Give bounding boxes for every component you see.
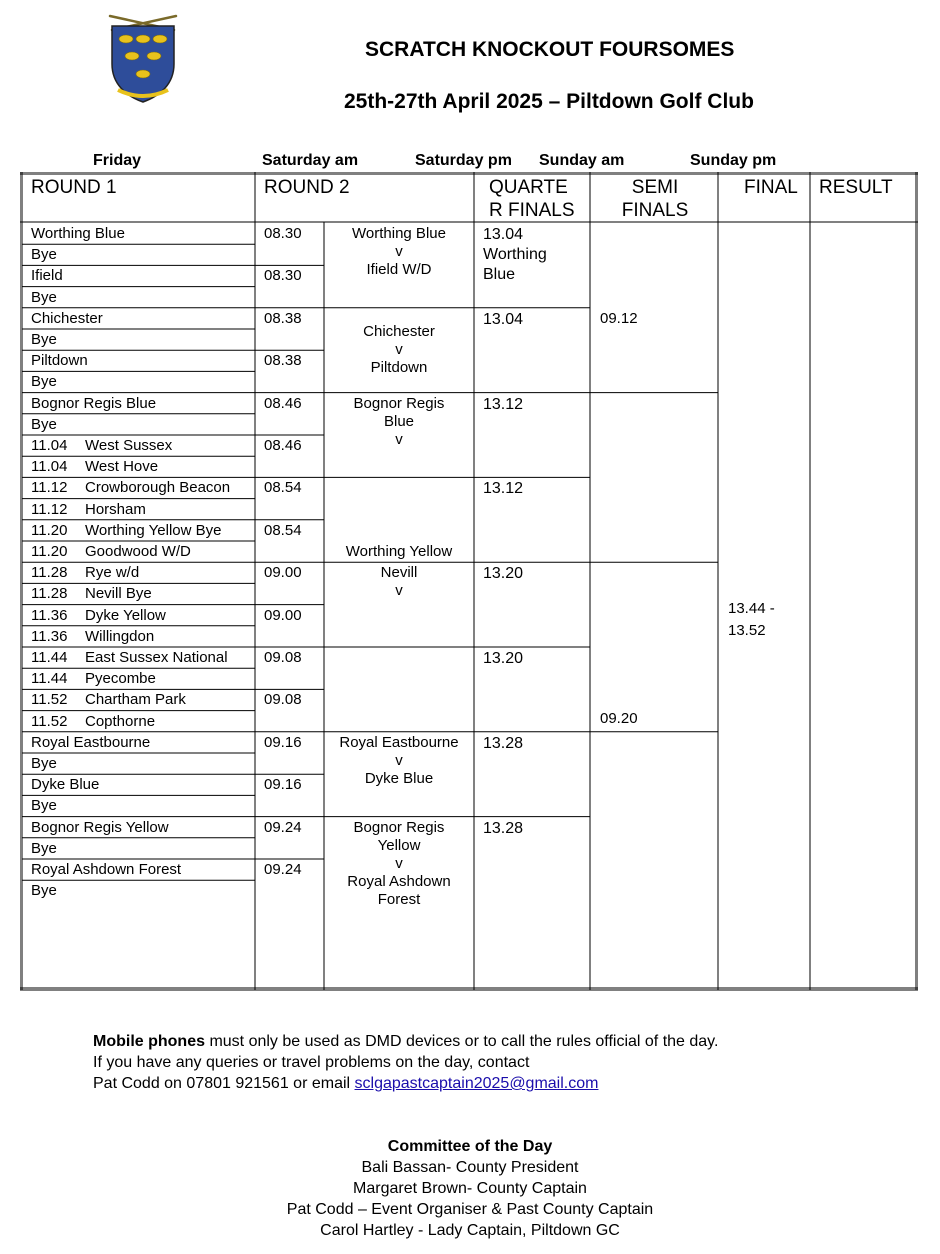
column-header-quarter-finals: QUARTE R FINALS: [489, 177, 575, 221]
round2-time: 08.38: [264, 352, 302, 370]
column-header-round2: ROUND 2: [264, 177, 350, 198]
round1-team: Bye: [31, 331, 57, 348]
round1-team: Willingdon: [85, 627, 155, 645]
round2-match-line: Piltdown: [370, 358, 428, 376]
round2-time: 09.24: [264, 861, 302, 878]
round2-match-line: Nevill: [380, 564, 418, 582]
column-header-result: RESULT: [819, 177, 893, 198]
round1-team: Bye: [31, 373, 57, 391]
round1-team: Nevill Bye: [85, 585, 152, 603]
semi-final-time: 09.12: [600, 310, 638, 327]
quarter-final-slot: [483, 395, 583, 415]
round2-time: 09.08: [264, 649, 302, 666]
round1-team: Bognor Regis Yellow: [31, 818, 169, 836]
mobile-phones-notice: Mobile phones must only be used as DMD devices or to call the rules official of the day.: [93, 1033, 719, 1050]
round2-match-line: Yellow: [377, 836, 421, 854]
round1-time: 11.52: [31, 712, 68, 730]
round1-time: 11.44: [31, 670, 68, 688]
round1-team: Goodwood W/D: [85, 543, 191, 560]
column-header-semi-finals: SEMI FINALS: [621, 177, 689, 221]
quarter-final-line: 13.28: [483, 819, 524, 837]
day-label-saturday-pm: Saturday pm: [415, 152, 512, 169]
round1-team: Rye w/d: [85, 564, 140, 582]
round2-match-line: Blue: [383, 412, 415, 430]
round1-team: Bye: [31, 755, 57, 772]
round1-team: Piltdown: [31, 352, 88, 370]
round2-time: 08.38: [264, 309, 302, 327]
quarter-final-line: 13.20: [483, 650, 524, 667]
round1-time: 11.28: [31, 564, 68, 582]
round2-match-line: Bognor Regis: [353, 818, 445, 836]
round2-match: [324, 323, 474, 377]
round2-match: [324, 564, 474, 600]
round1-time: 11.12: [31, 479, 68, 497]
round2-match-line: v: [395, 243, 403, 260]
email-link[interactable]: sclgapastcaptain2025@gmail.com: [354, 1075, 599, 1092]
final-time: 13.44 - 13.52: [728, 600, 775, 639]
round2-match-line: Royal Ashdown: [347, 872, 451, 890]
round2-match-line: Royal Eastbourne: [339, 733, 459, 751]
column-header-round1: ROUND 1: [31, 177, 117, 198]
round1-team: Bye: [31, 415, 57, 433]
quarter-final-line: 13.12: [483, 480, 524, 498]
round2-match: [324, 395, 474, 449]
quarter-final-line: 13.20: [483, 565, 524, 583]
committee-member: Bali Bassan- County President: [361, 1159, 579, 1176]
round2-time: 08.46: [264, 394, 302, 412]
round1-time: 11.04: [31, 437, 68, 454]
round1-team: Bye: [31, 797, 57, 815]
round2-time: 09.16: [264, 776, 302, 794]
day-label-saturday-am: Saturday am: [262, 152, 359, 169]
quarter-final-slot: [483, 649, 583, 669]
committee-heading: Committee of the Day: [387, 1138, 553, 1155]
round2-time: 08.30: [264, 267, 302, 285]
round1-team: Ifield: [31, 267, 63, 285]
committee-member: Carol Hartley - Lady Captain, Piltdown GC: [320, 1222, 620, 1239]
round2-time: 09.24: [264, 818, 302, 836]
round2-time: 09.16: [264, 733, 302, 751]
round1-time: 11.20: [31, 521, 68, 539]
committee-member: Pat Codd – Event Organiser & Past County Captain: [286, 1201, 654, 1218]
round1-time: 11.52: [31, 691, 68, 709]
column-header-final: FINAL: [744, 177, 798, 198]
round1-team: Chichester: [31, 309, 103, 327]
contact-line: Pat Codd on 07801 921561 or email sclgapastcaptain2025@gmail.com: [93, 1075, 599, 1092]
quarter-final-slot: [483, 225, 583, 285]
round1-team: Chartham Park: [85, 691, 186, 709]
round1-time: 11.28: [31, 585, 68, 603]
quarter-final-line: 13.28: [483, 734, 524, 752]
round2-match-line: Bognor Regis: [353, 394, 445, 412]
round2-match-line: v: [395, 751, 403, 769]
round1-team: Worthing Blue: [31, 225, 125, 242]
round1-time: 11.44: [31, 649, 68, 666]
page-subtitle: 25th-27th April 2025 – Piltdown Golf Club: [344, 90, 754, 113]
quarter-final-line: 13.04: [483, 310, 524, 328]
round1-team: Worthing Yellow Bye: [85, 521, 222, 539]
county-crest-logo: [104, 12, 182, 106]
round1-team: Bye: [31, 246, 57, 264]
quarter-final-slot: [483, 734, 583, 754]
round1-time: 11.36: [31, 606, 68, 624]
round1-team: Pyecombe: [85, 670, 156, 688]
round2-match-line: Forest: [377, 890, 421, 908]
round2-match-line: Worthing Blue: [352, 225, 446, 242]
day-label-sunday-pm: Sunday pm: [690, 152, 777, 169]
round1-team: Bye: [31, 882, 57, 900]
day-label-sunday-am: Sunday am: [539, 152, 625, 169]
round2-match: [324, 543, 474, 561]
quarter-final-line: Blue: [483, 266, 516, 283]
round1-team: Copthorne: [85, 712, 156, 730]
quarter-final-slot: [483, 564, 583, 584]
quarter-final-slot: [483, 310, 583, 330]
round2-time: 08.30: [264, 225, 302, 242]
round2-time: 08.46: [264, 437, 302, 454]
round1-team: Royal Ashdown Forest: [31, 861, 182, 878]
round1-team: West Hove: [85, 458, 159, 476]
committee-member: Margaret Brown- County Captain: [353, 1180, 587, 1197]
quarter-final-line: 13.12: [483, 395, 524, 413]
queries-notice: If you have any queries or travel problems on the day, contact: [93, 1054, 530, 1071]
day-label-friday: Friday: [93, 152, 142, 169]
round2-match-line: v: [395, 430, 403, 448]
round2-match-line: v: [395, 340, 403, 358]
round1-team: Bye: [31, 839, 57, 857]
round2-match: [324, 225, 474, 279]
round1-team: East Sussex National: [85, 649, 228, 666]
round2-match-line: v: [395, 582, 403, 600]
round2-match-line: Chichester: [363, 322, 435, 340]
quarter-final-line: Worthing: [483, 246, 547, 263]
quarter-final-slot: [483, 479, 583, 499]
round1-team: Bye: [31, 288, 57, 306]
round1-team: Bognor Regis Blue: [31, 394, 157, 412]
round1-team: West Sussex: [85, 437, 173, 454]
round1-time: 11.12: [31, 500, 68, 518]
round1-time: 11.04: [31, 458, 68, 476]
round2-time: 09.00: [264, 606, 302, 624]
round1-team: Royal Eastbourne: [31, 733, 151, 751]
round1-team: Dyke Yellow: [85, 606, 166, 624]
round1-team: Horsham: [85, 500, 146, 518]
quarter-final-line: 13.04: [483, 226, 524, 243]
round1-time: 11.20: [31, 543, 68, 560]
round2-match-line: v: [395, 854, 403, 872]
round2-match-line: Ifield W/D: [366, 261, 432, 278]
page-title: SCRATCH KNOCKOUT FOURSOMES: [365, 38, 735, 61]
round2-match-line: Dyke Blue: [364, 769, 434, 787]
round1-time: 11.36: [31, 627, 68, 645]
semi-final-time: 09.20: [600, 710, 638, 727]
round2-time: 08.54: [264, 521, 302, 539]
round2-match-line: Worthing Yellow: [345, 543, 453, 560]
round2-match: [324, 734, 474, 788]
round2-match: [324, 819, 474, 909]
round2-time: 09.08: [264, 691, 302, 709]
round1-team: Dyke Blue: [31, 776, 100, 794]
round2-time: 09.00: [264, 564, 302, 582]
round2-time: 08.54: [264, 479, 302, 497]
quarter-final-slot: [483, 819, 583, 839]
round1-team: Crowborough Beacon: [85, 479, 231, 497]
